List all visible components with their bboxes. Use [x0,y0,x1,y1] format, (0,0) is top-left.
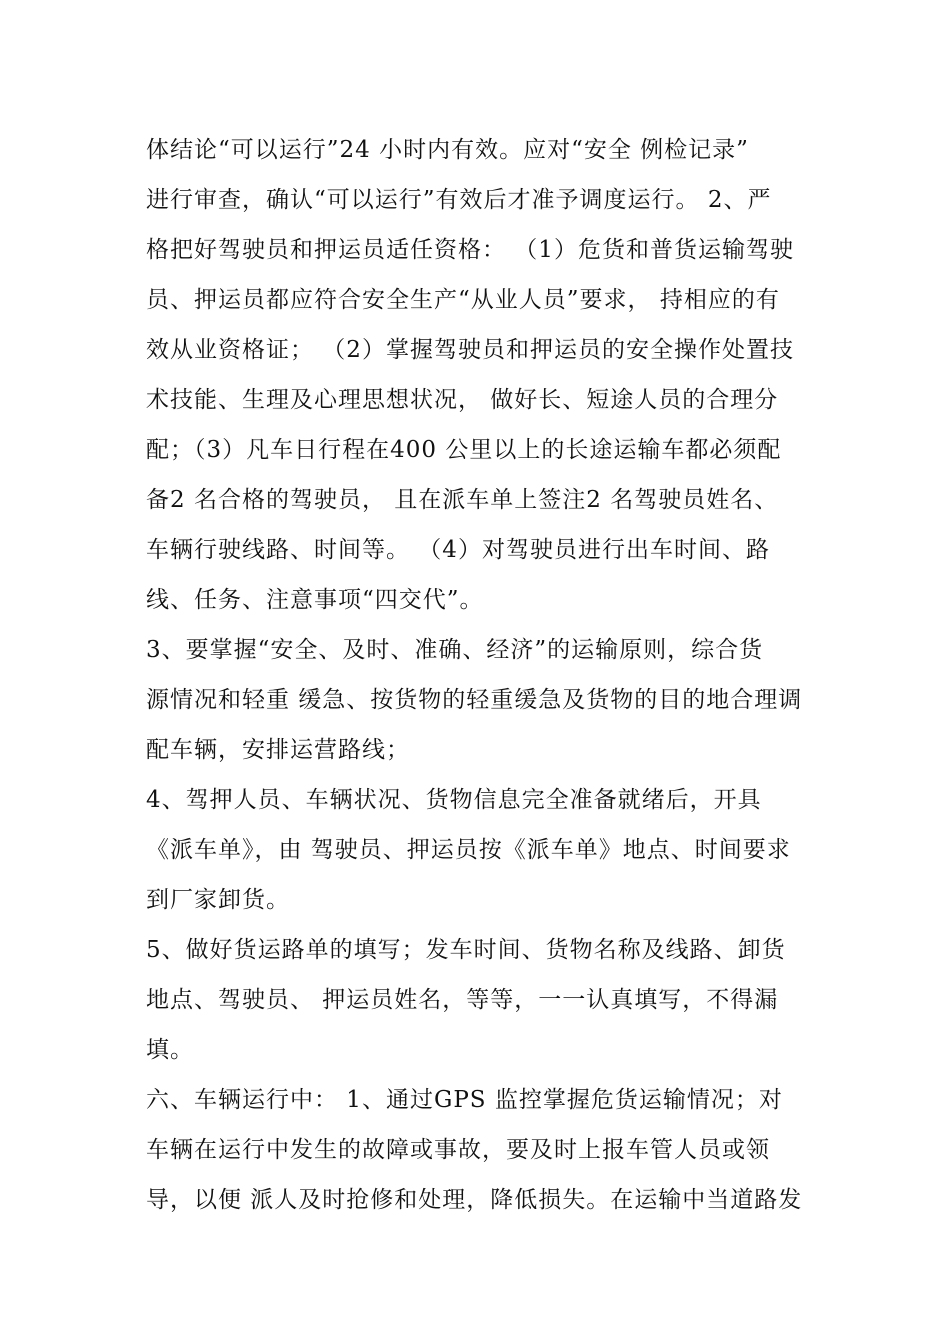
text-line: 备2 名合格的驾驶员， 且在派车单上签注2 名驾驶员姓名、 [146,487,779,513]
text-line: 员、押运员都应符合安全生产“从业人员”要求， 持相应的有 [146,287,780,313]
text-line: 配；（3）凡车日行程在400 公里以上的长途运输车都必须配 [146,437,782,463]
body-text [146,125,816,1225]
text-line: 地点、驾驶员、 押运员姓名，等等，一一认真填写，不得漏 [146,987,779,1013]
text-line: 效从业资格证； （2）掌握驾驶员和押运员的安全操作处置技 [146,337,794,363]
text-line: 源情况和轻重 缓急、按货物的轻重缓急及货物的目的地合理调 [146,687,803,713]
text-line: 格把好驾驶员和押运员适任资格： （1）危货和普货运输驾驶 [146,237,794,263]
text-line: 车辆行驶线路、时间等。 （4）对驾驶员进行出车时间、路 [146,537,770,563]
text-line: 4、驾押人员、车辆状况、货物信息完全准备就绪后，开具 [146,787,762,813]
text-line: 线、任务、注意事项“四交代”。 [146,587,484,613]
text-line: 配车辆，安排运营路线； [146,737,410,763]
text-line: 体结论“可以运行”24 小时内有效。应对“安全 例检记录” [146,137,749,163]
text-line: 5、做好货运路单的填写；发车时间、货物名称及线路、卸货 [146,937,786,963]
text-line: 导，以便 派人及时抢修和处理，降低损失。在运输中当道路发 [146,1187,803,1213]
text-line: 进行审查，确认“可以运行”有效后才准予调度运行。 2、严 [146,187,772,213]
text-line: 到厂家卸货。 [146,887,290,913]
text-line: 3、要掌握“安全、及时、准确、经济”的运输原则，综合货 [146,637,764,663]
text-line: 车辆在运行中发生的故障或事故，要及时上报车管人员或领 [146,1137,770,1163]
text-line: 六、车辆运行中： 1、通过GPS 监控掌握危货运输情况；对 [146,1087,783,1113]
text-line: 《派车单》，由 驾驶员、押运员按《派车单》地点、时间要求 [146,837,791,863]
text-line: 填。 [146,1037,194,1063]
text-line: 术技能、生理及心理思想状况， 做好长、短途人员的合理分 [146,387,779,413]
